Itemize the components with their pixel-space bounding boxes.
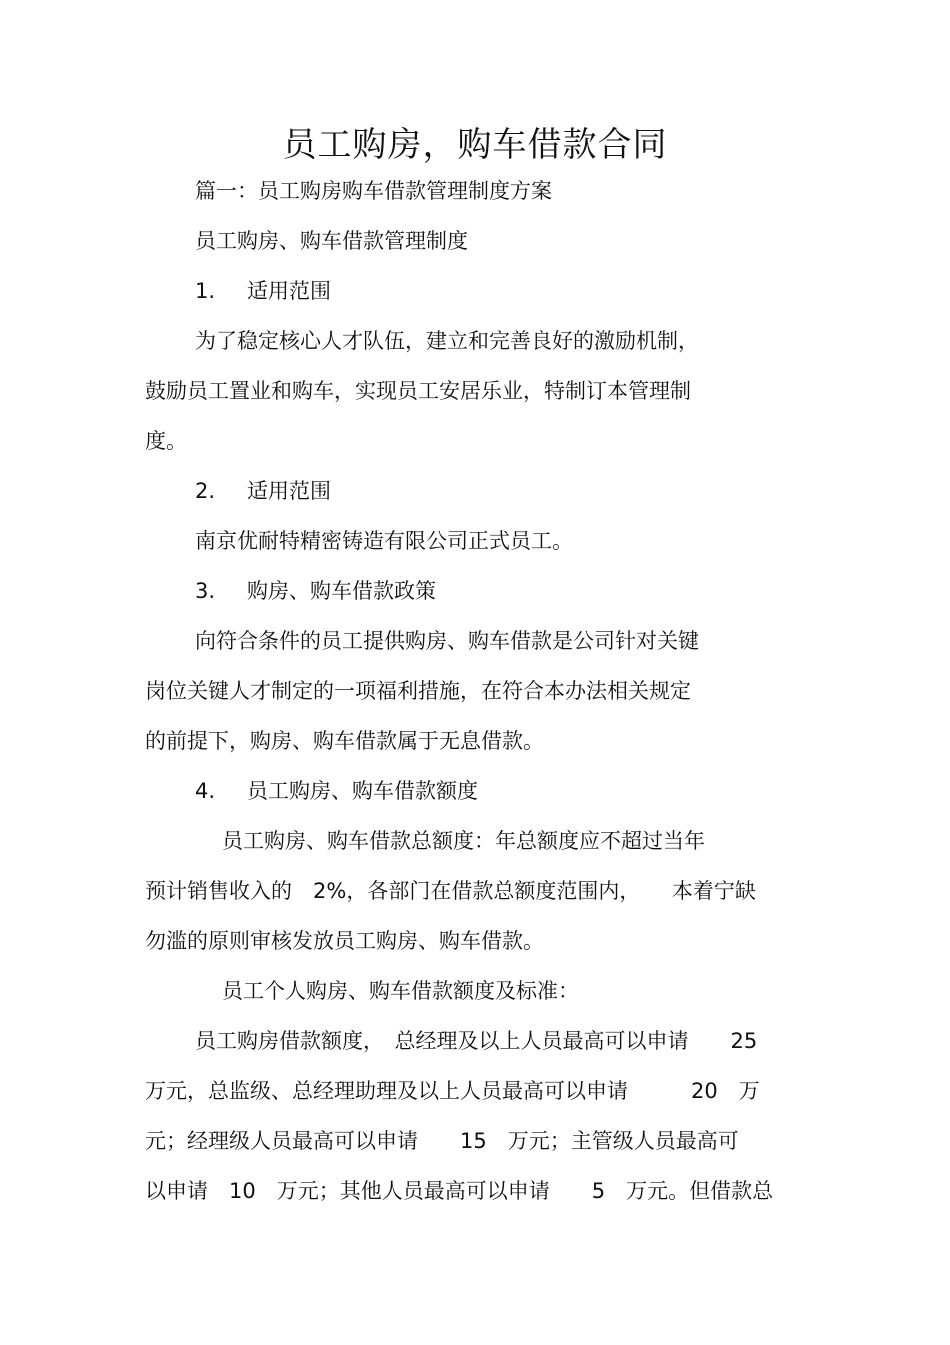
paragraph-line: 勿滥的原则审核发放员工购房、购车借款。	[145, 929, 544, 953]
paragraph-line: 万元，总监级、总经理助理及以上人员最高可以申请 20 万	[145, 1079, 760, 1103]
policy-title-line: 员工购房、购车借款管理制度	[195, 229, 468, 253]
paragraph-line: 为了稳定核心人才队伍，建立和完善良好的激励机制，	[195, 329, 699, 353]
heading-1-text: 适用范围	[247, 279, 331, 303]
document-title: 员工购房，购车借款合同	[282, 125, 668, 165]
paragraph-line: 岗位关键人才制定的一项福利措施，在符合本办法相关规定	[145, 679, 691, 703]
heading-1-number: 1.	[195, 279, 216, 303]
paragraph-line: 元；经理级人员最高可以申请 15 万元；主管级人员最高可	[145, 1129, 739, 1153]
heading-3-text: 购房、购车借款政策	[247, 579, 436, 603]
heading-3-number: 3.	[195, 579, 216, 603]
paragraph-line: 员工个人购房、购车借款额度及标准：	[222, 979, 579, 1003]
heading-2	[195, 476, 331, 506]
heading-3	[195, 576, 436, 606]
heading-2-text: 适用范围	[247, 479, 331, 503]
heading-2-number: 2.	[195, 479, 216, 503]
paragraph-line: 向符合条件的员工提供购房、购车借款是公司针对关键	[195, 629, 699, 653]
paragraph-line: 的前提下，购房、购车借款属于无息借款。	[145, 729, 544, 753]
paragraph-line: 预计销售收入的 2%，各部门在借款总额度范围内， 本着宁缺	[145, 879, 756, 903]
section-intro-line: 篇一：员工购房购车借款管理制度方案	[195, 179, 552, 203]
heading-4-number: 4.	[195, 779, 216, 803]
paragraph-line: 鼓励员工置业和购车，实现员工安居乐业，特制订本管理制	[145, 379, 691, 403]
heading-1	[195, 276, 331, 306]
paragraph-line: 员工购房借款额度， 总经理及以上人员最高可以申请 25	[195, 1029, 758, 1053]
paragraph-line: 员工购房、购车借款总额度：年总额度应不超过当年	[222, 829, 705, 853]
paragraph-line: 南京优耐特精密铸造有限公司正式员工。	[195, 529, 573, 553]
heading-4-text: 员工购房、购车借款额度	[247, 779, 478, 803]
heading-4	[195, 776, 478, 806]
paragraph-line: 度。	[145, 429, 187, 453]
paragraph-line: 以申请 10 万元；其他人员最高可以申请 5 万元。但借款总	[145, 1179, 774, 1203]
